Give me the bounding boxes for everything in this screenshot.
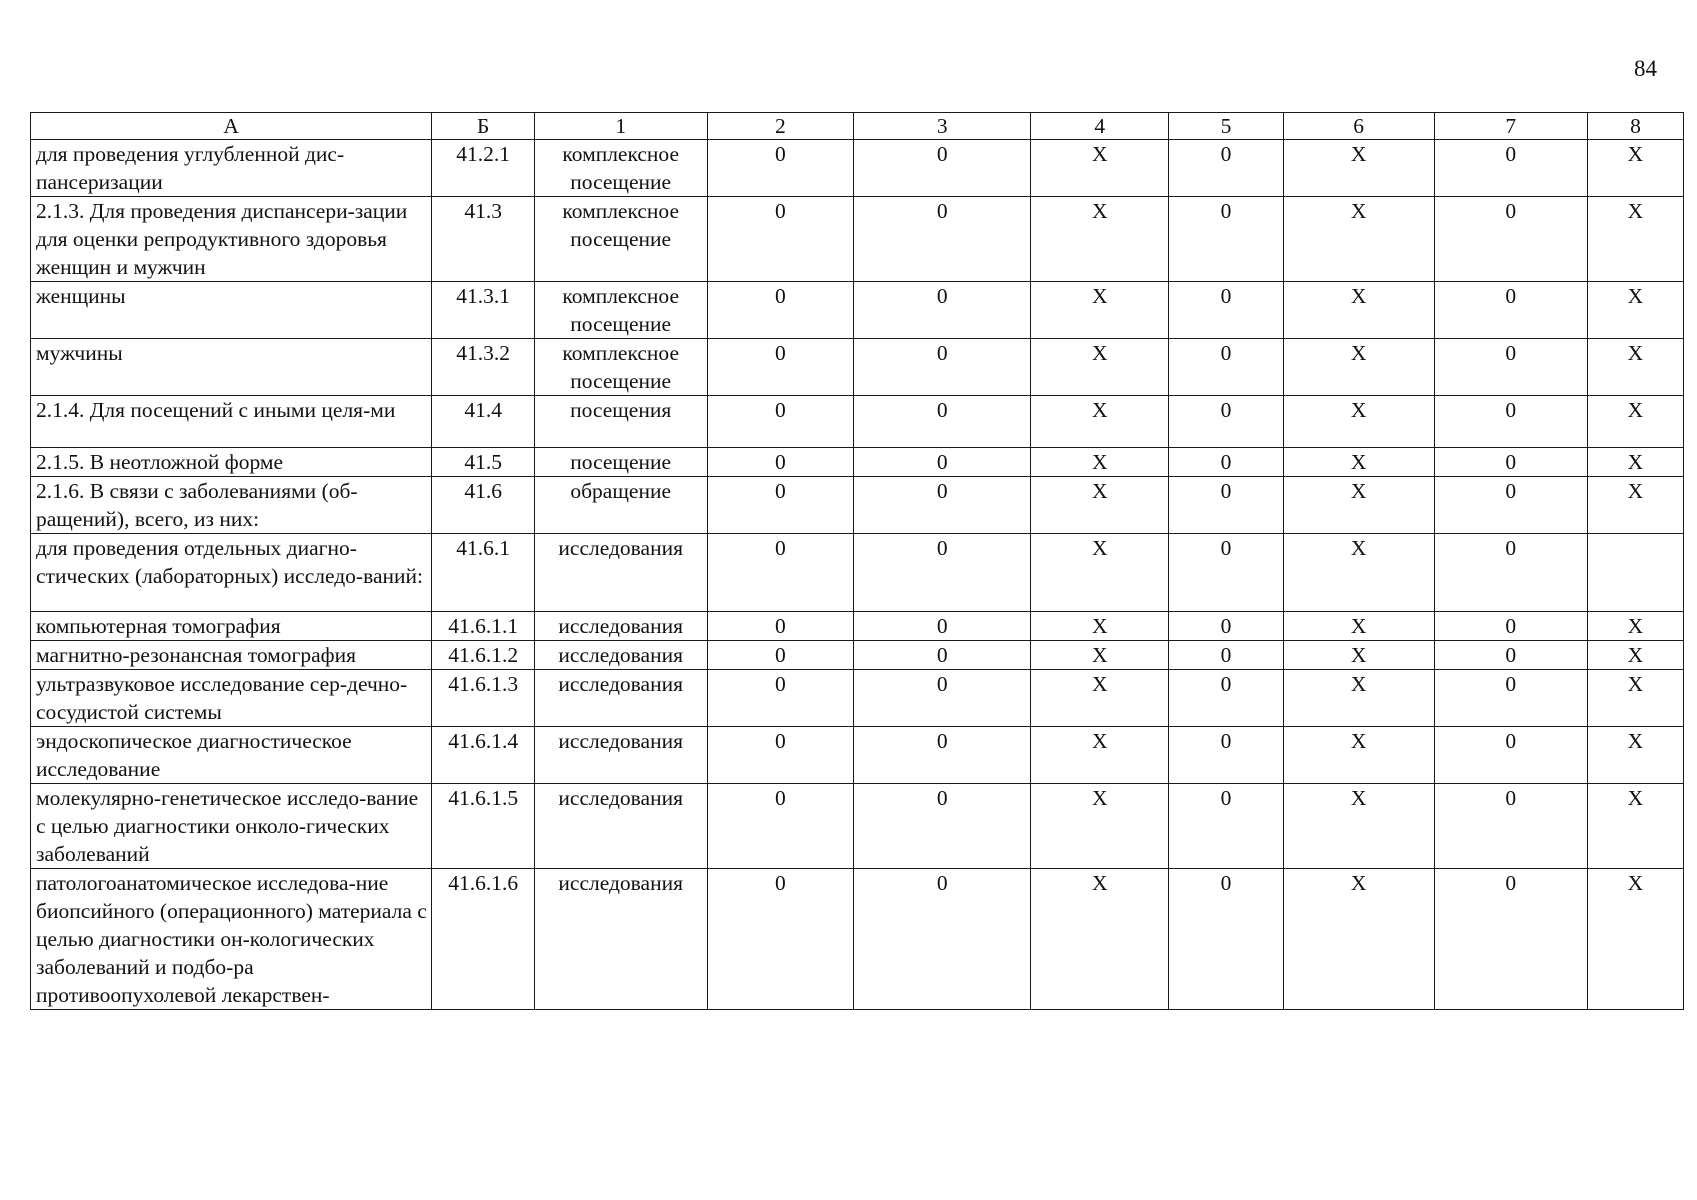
cell-col-3: 0	[854, 282, 1031, 339]
cell-name: эндоскопическое диагностическое исследование	[31, 727, 432, 784]
table-row	[31, 448, 1684, 477]
cell-col-5: 0	[1169, 869, 1283, 1010]
col-header-7: 7	[1434, 113, 1587, 140]
cell-col-5: 0	[1169, 396, 1283, 448]
cell-name: ультразвуковое исследование сер-дечно-сосудистой системы	[31, 670, 432, 727]
cell-col-5: 0	[1169, 784, 1283, 869]
cell-col-4: Х	[1031, 670, 1169, 727]
cell-unit: исследования	[534, 869, 707, 1010]
cell-col-3: 0	[854, 784, 1031, 869]
cell-col-7: 0	[1434, 339, 1587, 396]
cell-col-6: Х	[1283, 197, 1434, 282]
cell-col-7: 0	[1434, 448, 1587, 477]
table-row	[31, 784, 1684, 869]
cell-unit: комплексное посещение	[534, 140, 707, 197]
cell-name: 2.1.6. В связи с заболеваниями (об-ращений), всего, из них:	[31, 477, 432, 534]
table-row	[31, 612, 1684, 641]
cell-col-8	[1587, 534, 1683, 612]
cell-col-4: Х	[1031, 396, 1169, 448]
cell-col-6: Х	[1283, 869, 1434, 1010]
cell-name: для проведения углубленной дис-пансеризации	[31, 140, 432, 197]
table-row	[31, 282, 1684, 339]
cell-col-7: 0	[1434, 534, 1587, 612]
cell-code: 41.4	[432, 396, 535, 448]
cell-col-8: Х	[1587, 282, 1683, 339]
cell-col-7: 0	[1434, 670, 1587, 727]
page-number: 84	[1634, 56, 1657, 81]
cell-col-5: 0	[1169, 448, 1283, 477]
table-row	[31, 534, 1684, 612]
cell-col-5: 0	[1169, 670, 1283, 727]
col-header-3: 3	[854, 113, 1031, 140]
cell-name: женщины	[31, 282, 432, 339]
cell-col-8: Х	[1587, 641, 1683, 670]
cell-col-7: 0	[1434, 641, 1587, 670]
cell-col-8: Х	[1587, 140, 1683, 197]
cell-col-8: Х	[1587, 396, 1683, 448]
cell-col-3: 0	[854, 197, 1031, 282]
cell-col-2: 0	[707, 534, 854, 612]
cell-col-2: 0	[707, 784, 854, 869]
cell-col-4: Х	[1031, 477, 1169, 534]
cell-col-3: 0	[854, 448, 1031, 477]
cell-col-8: Х	[1587, 869, 1683, 1010]
cell-col-5: 0	[1169, 140, 1283, 197]
cell-col-3: 0	[854, 477, 1031, 534]
cell-col-2: 0	[707, 869, 854, 1010]
cell-col-6: Х	[1283, 282, 1434, 339]
cell-col-6: Х	[1283, 396, 1434, 448]
cell-name: патологоанатомическое исследова-ние биопсийного (операционного) материала с целью диагностики он-кологических заболеваний и подбо-ра противоопухолевой лекарствен-	[31, 869, 432, 1010]
cell-col-8: Х	[1587, 339, 1683, 396]
cell-col-2: 0	[707, 140, 854, 197]
cell-code: 41.6	[432, 477, 535, 534]
cell-col-6: Х	[1283, 534, 1434, 612]
cell-col-3: 0	[854, 641, 1031, 670]
cell-col-8: Х	[1587, 448, 1683, 477]
cell-code: 41.6.1	[432, 534, 535, 612]
cell-col-2: 0	[707, 197, 854, 282]
cell-unit: исследования	[534, 727, 707, 784]
cell-col-2: 0	[707, 727, 854, 784]
cell-unit: исследования	[534, 670, 707, 727]
cell-col-8: Х	[1587, 670, 1683, 727]
cell-col-3: 0	[854, 339, 1031, 396]
cell-col-4: Х	[1031, 197, 1169, 282]
cell-col-4: Х	[1031, 612, 1169, 641]
cell-col-5: 0	[1169, 534, 1283, 612]
cell-col-2: 0	[707, 448, 854, 477]
cell-col-7: 0	[1434, 197, 1587, 282]
cell-col-2: 0	[707, 339, 854, 396]
table-row	[31, 339, 1684, 396]
cell-code: 41.6.1.4	[432, 727, 535, 784]
col-header-8: 8	[1587, 113, 1683, 140]
cell-col-8: Х	[1587, 727, 1683, 784]
cell-col-5: 0	[1169, 339, 1283, 396]
cell-col-4: Х	[1031, 727, 1169, 784]
cell-col-2: 0	[707, 477, 854, 534]
cell-code: 41.3	[432, 197, 535, 282]
cell-code: 41.6.1.5	[432, 784, 535, 869]
cell-col-6: Х	[1283, 477, 1434, 534]
cell-col-2: 0	[707, 612, 854, 641]
cell-col-4: Х	[1031, 869, 1169, 1010]
cell-unit: исследования	[534, 534, 707, 612]
cell-code: 41.6.1.1	[432, 612, 535, 641]
cell-code: 41.6.1.6	[432, 869, 535, 1010]
cell-col-4: Х	[1031, 282, 1169, 339]
cell-col-8: Х	[1587, 612, 1683, 641]
cell-col-8: Х	[1587, 477, 1683, 534]
cell-col-7: 0	[1434, 282, 1587, 339]
table-row	[31, 140, 1684, 197]
cell-code: 41.3.2	[432, 339, 535, 396]
table-row	[31, 197, 1684, 282]
table-row	[31, 869, 1684, 1010]
cell-unit: обращение	[534, 477, 707, 534]
cell-code: 41.3.1	[432, 282, 535, 339]
cell-col-7: 0	[1434, 727, 1587, 784]
cell-col-6: Х	[1283, 670, 1434, 727]
col-header-b: Б	[432, 113, 535, 140]
cell-col-6: Х	[1283, 727, 1434, 784]
cell-col-7: 0	[1434, 140, 1587, 197]
cell-col-4: Х	[1031, 534, 1169, 612]
cell-unit: исследования	[534, 641, 707, 670]
cell-name: компьютерная томография	[31, 612, 432, 641]
cell-name: 2.1.3. Для проведения диспансери-зации для оценки репродуктивного здоровья женщин и мужчин	[31, 197, 432, 282]
cell-col-5: 0	[1169, 197, 1283, 282]
cell-unit: исследования	[534, 612, 707, 641]
cell-col-5: 0	[1169, 477, 1283, 534]
cell-code: 41.2.1	[432, 140, 535, 197]
cell-col-4: Х	[1031, 140, 1169, 197]
table-header	[31, 113, 1684, 140]
cell-col-2: 0	[707, 282, 854, 339]
col-header-1: 1	[534, 113, 707, 140]
cell-col-3: 0	[854, 612, 1031, 641]
cell-col-2: 0	[707, 670, 854, 727]
col-header-5: 5	[1169, 113, 1283, 140]
cell-col-3: 0	[854, 140, 1031, 197]
col-header-6: 6	[1283, 113, 1434, 140]
col-header-2: 2	[707, 113, 854, 140]
cell-col-6: Х	[1283, 784, 1434, 869]
table-body	[31, 140, 1684, 1010]
cell-col-2: 0	[707, 396, 854, 448]
cell-col-7: 0	[1434, 869, 1587, 1010]
cell-col-7: 0	[1434, 612, 1587, 641]
cell-col-6: Х	[1283, 140, 1434, 197]
cell-col-4: Х	[1031, 641, 1169, 670]
cell-col-4: Х	[1031, 784, 1169, 869]
cell-unit: комплексное посещение	[534, 339, 707, 396]
cell-col-2: 0	[707, 641, 854, 670]
cell-name: мужчины	[31, 339, 432, 396]
table-row	[31, 670, 1684, 727]
cell-code: 41.6.1.2	[432, 641, 535, 670]
data-table	[30, 112, 1684, 1010]
cell-col-8: Х	[1587, 784, 1683, 869]
cell-col-6: Х	[1283, 339, 1434, 396]
cell-name: магнитно-резонансная томография	[31, 641, 432, 670]
col-header-4: 4	[1031, 113, 1169, 140]
cell-col-6: Х	[1283, 448, 1434, 477]
cell-unit: посещения	[534, 396, 707, 448]
cell-col-7: 0	[1434, 396, 1587, 448]
cell-name: 2.1.4. Для посещений с иными целя-ми	[31, 396, 432, 448]
cell-col-5: 0	[1169, 727, 1283, 784]
cell-name: для проведения отдельных диагно-стических (лабораторных) исследо-ваний:	[31, 534, 432, 612]
cell-unit: комплексное посещение	[534, 197, 707, 282]
cell-col-5: 0	[1169, 612, 1283, 641]
cell-col-6: Х	[1283, 612, 1434, 641]
cell-col-6: Х	[1283, 641, 1434, 670]
col-header-a: А	[31, 113, 432, 140]
cell-col-5: 0	[1169, 282, 1283, 339]
cell-col-3: 0	[854, 670, 1031, 727]
cell-unit: посещение	[534, 448, 707, 477]
cell-col-7: 0	[1434, 784, 1587, 869]
cell-col-8: Х	[1587, 197, 1683, 282]
cell-col-3: 0	[854, 869, 1031, 1010]
cell-col-4: Х	[1031, 448, 1169, 477]
table-row	[31, 477, 1684, 534]
cell-col-5: 0	[1169, 641, 1283, 670]
cell-name: молекулярно-генетическое исследо-вание с целью диагностики онколо-гических заболеваний	[31, 784, 432, 869]
cell-col-3: 0	[854, 396, 1031, 448]
table-row	[31, 727, 1684, 784]
table-row	[31, 641, 1684, 670]
header-row	[31, 113, 1684, 140]
cell-unit: комплексное посещение	[534, 282, 707, 339]
cell-col-3: 0	[854, 727, 1031, 784]
cell-col-7: 0	[1434, 477, 1587, 534]
cell-code: 41.5	[432, 448, 535, 477]
cell-unit: исследования	[534, 784, 707, 869]
cell-name: 2.1.5. В неотложной форме	[31, 448, 432, 477]
cell-col-4: Х	[1031, 339, 1169, 396]
cell-col-3: 0	[854, 534, 1031, 612]
cell-code: 41.6.1.3	[432, 670, 535, 727]
table-row	[31, 396, 1684, 448]
